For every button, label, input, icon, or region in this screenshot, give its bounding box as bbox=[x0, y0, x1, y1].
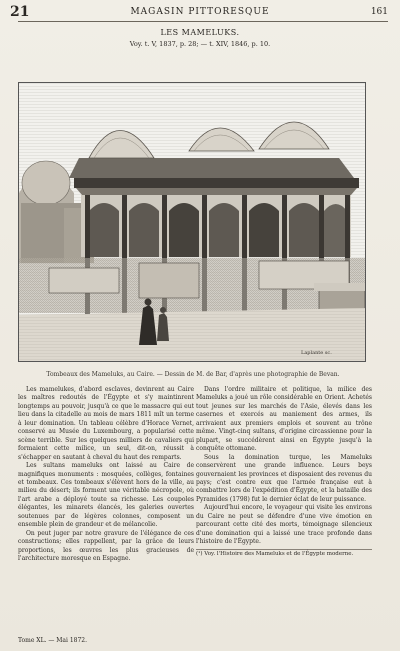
engraver-signature: Laplante sc. bbox=[301, 350, 332, 356]
journal-title: MAGASIN PITTORESQUE bbox=[130, 7, 270, 17]
tombs-engraving-image bbox=[19, 83, 365, 361]
article-title: LES MAMELUKS. bbox=[160, 28, 240, 37]
paragraph: Aujourd'hui encore, le voyageur qui visite les environs du Caire ne peut se défendre d'une vive émotion en parcourant cette cité des morts, témoignage silencieux d'une domination qui a laissé une trace profonde dans l'histoire de l'Égypte. bbox=[196, 504, 372, 546]
volume-footer: Tome XL. — Mai 1872. bbox=[18, 637, 87, 644]
illustration-caption: Tombeaux des Mameluks, au Caire. — Dessin de M. de Bar, d'après une photographie de Bevan. bbox=[46, 371, 340, 378]
header-rule bbox=[18, 21, 388, 22]
text-column-right bbox=[196, 386, 372, 558]
paragraph: Les sultans mameluks ont laissé au Caire de magnifiques monuments : mosquées, collèges, fontaines et tombeaux. Ces tombeaux s'élèvent hors de la ville, au milieu du désert; ils forment une véritable nécropole, où l'art arabe a déployé toute sa richesse. Les coupoles élégantes, les minarets élancés, les galeries ouvertes soutenues par de légères colonnes, composent un ensemble plein de grandeur et de mélancolie. bbox=[18, 462, 194, 529]
article-references: Voy. t. V, 1837, p. 28; — t. XIV, 1846, p. 10. bbox=[129, 40, 271, 48]
page-header bbox=[8, 4, 392, 22]
footnote: (¹) Voy. l'Histoire des Mameluks et de l'Égypte moderne. bbox=[196, 549, 372, 558]
paragraph: Les mamelukes, d'abord esclaves, devinrent au Caire les maîtres redoutés de l'Égypte et s'y maintinrent longtemps au pouvoir, jusqu'à ce que le massacre qui eut lieu dans la citadelle au mois de mars 1811 mît un terme à leur domination. Un tableau célèbre d'Horace Vernet, conservé au Musée du Luxembourg, a popularisé cette scène terrible. Sur les quelques milliers de cavaliers qui formaient cette milice, un seul, dit-on, réussit à s'échapper en sautant à cheval du haut des remparts. bbox=[18, 386, 194, 461]
engraving-illustration bbox=[18, 82, 366, 362]
page-number: 21 bbox=[10, 4, 30, 20]
paragraph: Dans l'ordre militaire et politique, la milice des Mameluks a joué un rôle considérable en Orient. Achetés tout jeunes sur les marchés de l'Asie, élevés dans les casernes et exercés au maniement des armes, ils arrivaient aux premiers emplois et souvent au trône même. Vingt-cinq sultans, d'origine circassienne pour la plupart, se succédèrent ainsi en Égypte jusqu'à la conquête ottomane. bbox=[196, 386, 372, 453]
page-number-right: 161 bbox=[370, 7, 388, 17]
text-column-left bbox=[18, 386, 194, 564]
paragraph: On peut juger par notre gravure de l'élégance de ces constructions; elles rappellent, par la grâce de leurs proportions, les œuvres les plus gracieuses de l'architecture moresque en Espagne. bbox=[18, 529, 194, 563]
paragraph: Sous la domination turque, les Mameluks conservèrent une grande influence. Leurs beys gouvernaient les provinces et disposaient des revenus du pays; c'est contre eux que l'armée française eut à combattre lors de l'expédition d'Égypte, et la bataille des Pyramides (1798) fut le dernier éclat de leur puissance. bbox=[196, 453, 372, 503]
